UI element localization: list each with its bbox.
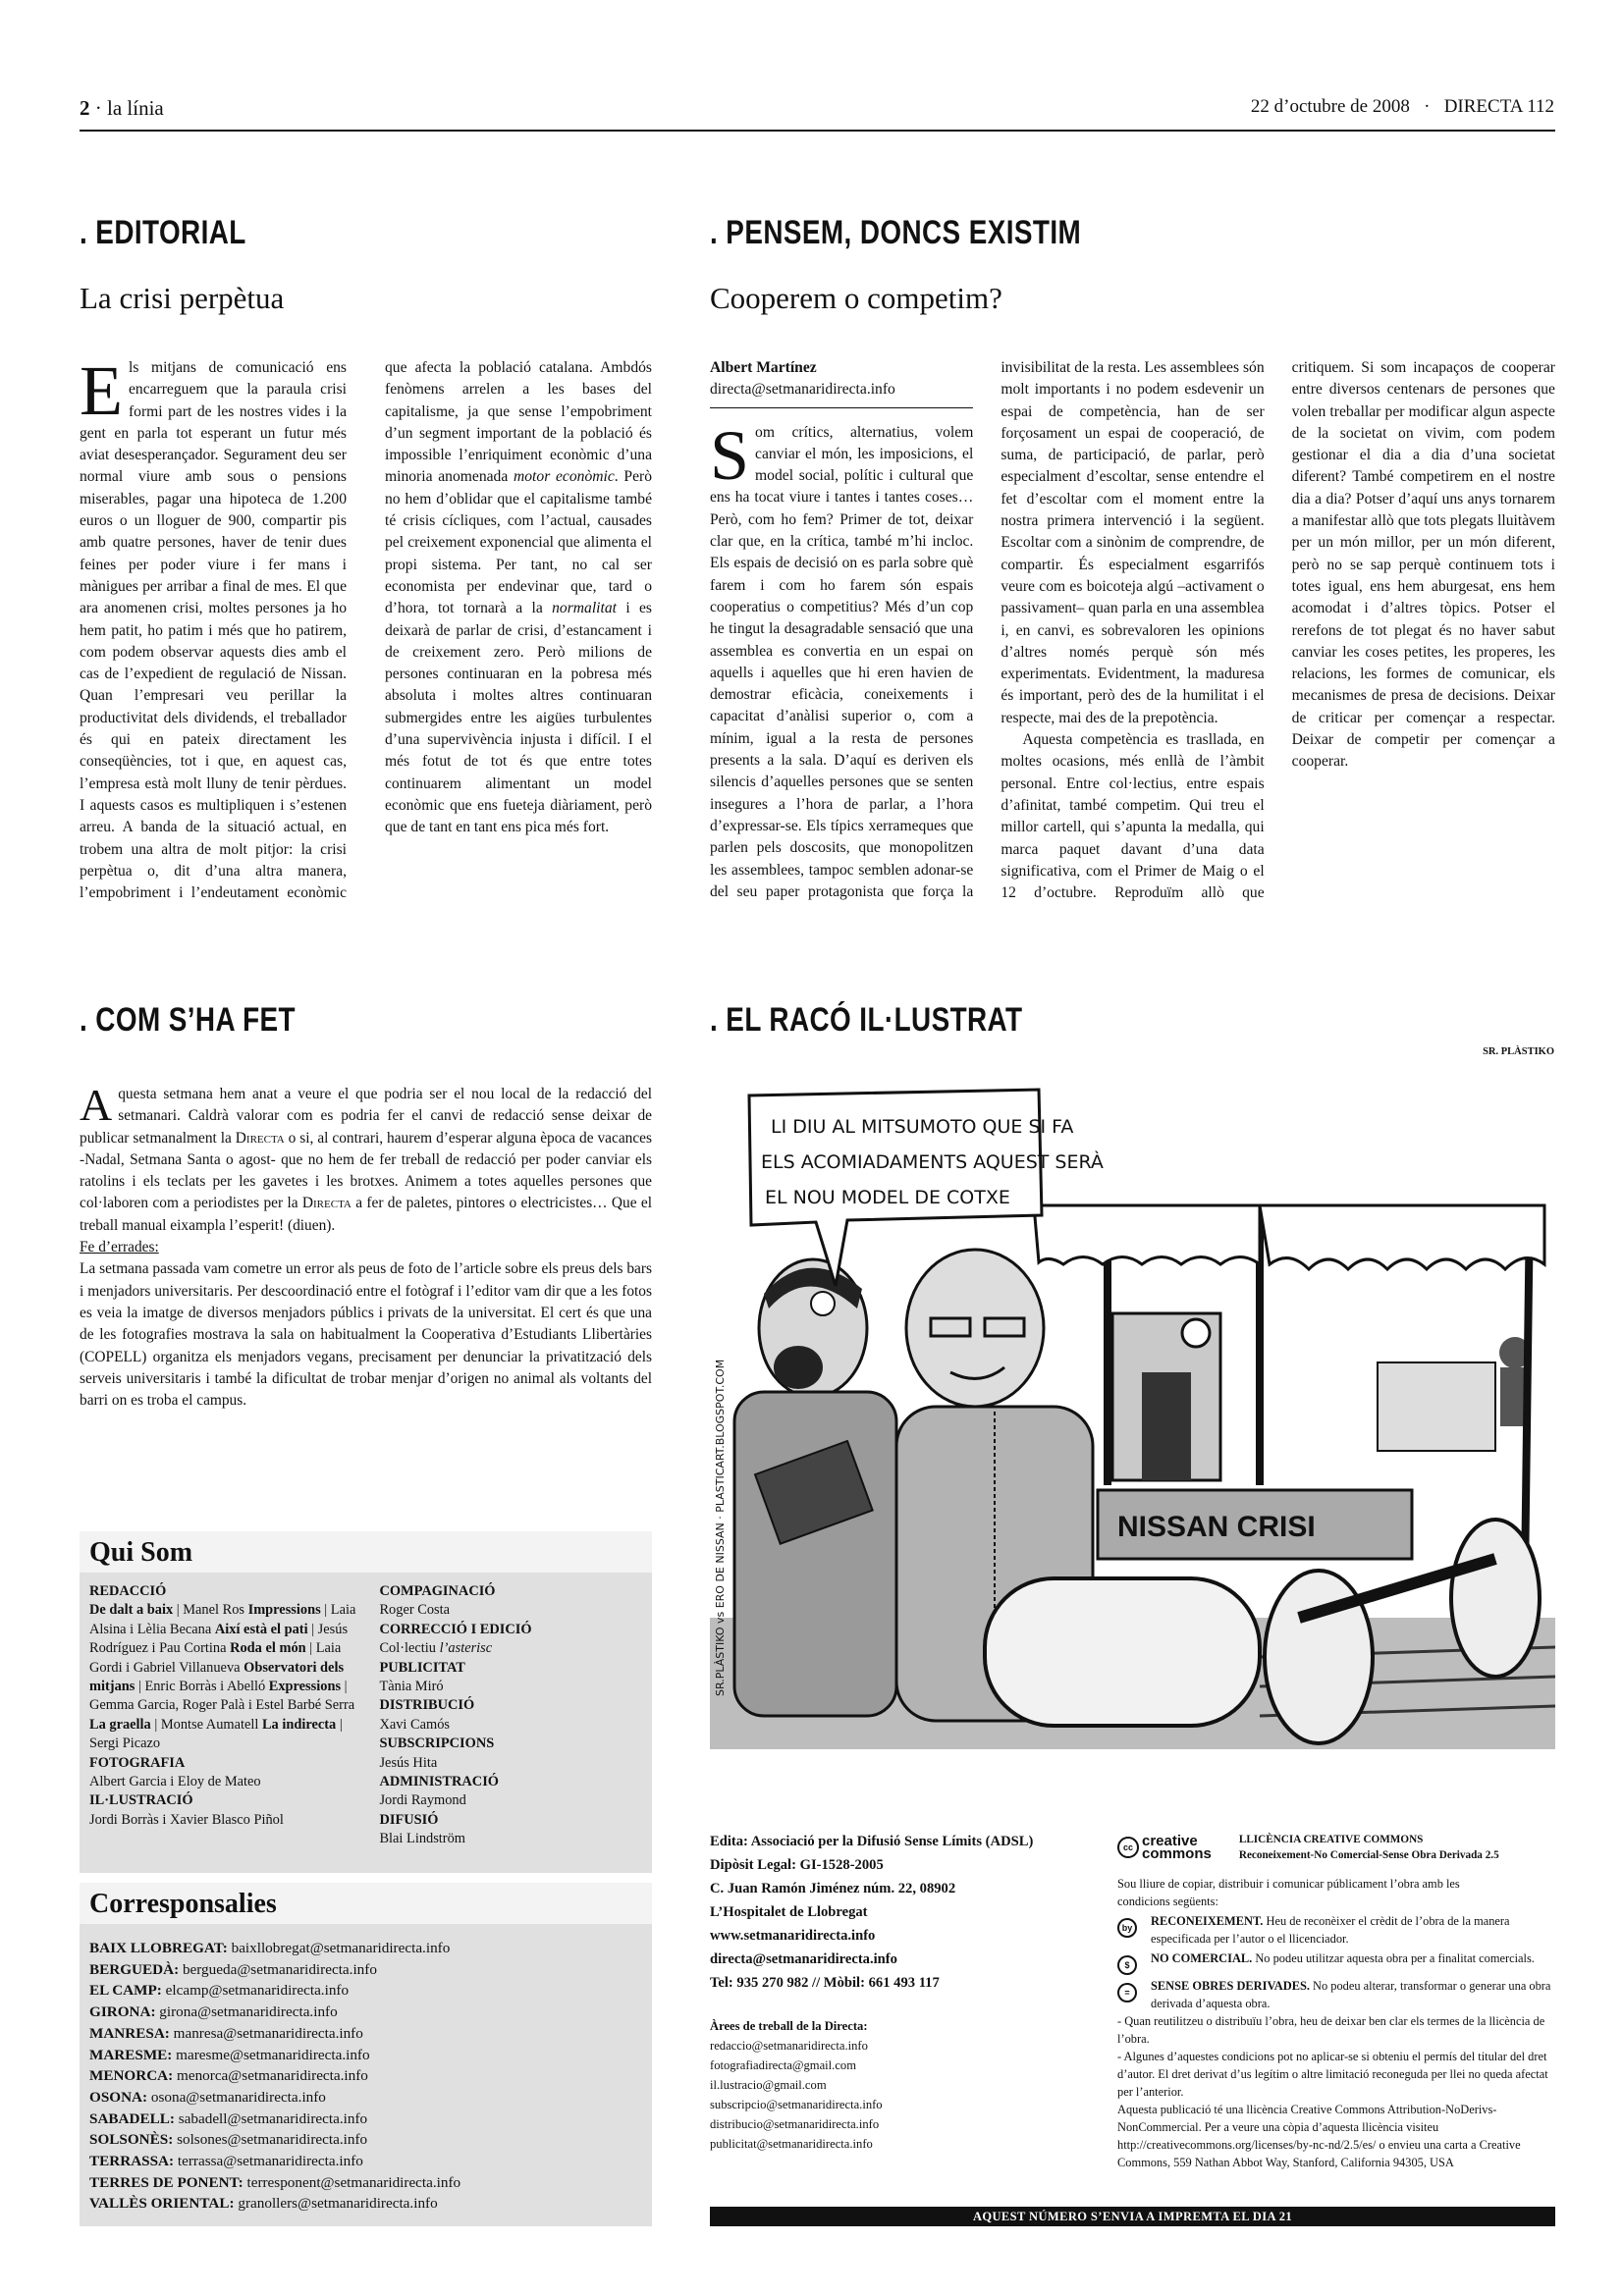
com-sha-fet-body — [80, 1080, 653, 1412]
text-segment: Directa — [235, 1129, 285, 1147]
credit-name: Xavi Camós — [379, 1716, 450, 1733]
text-segment: a fer de paletes, pintores o electricistes… Que el treball manual eixampla l’esperit! (diuen). — [80, 1195, 653, 1234]
work-areas — [710, 2016, 1063, 2154]
cc-icon: cc — [1117, 1837, 1139, 1858]
text-segment: ls mitjans de comunicació ens encarreguem que la paraula crisi formi part de les nostres vides i la gent en parla tot esperant un futur més aviat desesperançador. Segurament deu ser normal viure amb sous o pensions miserables, pagar una hipoteca de 1.200 euros o un lloguer de 900, compartir pis amb quatre persones, haver de tenir dues feines per poder viure i fer mans i mànigues per arribar a final de mes. El que ara anomenen crisi, moltes persones ja ho hem patit, ho patim i més que ho patirem, com podem observar aquests dies amb el cas de l’expedient de regulació de Nissan. Quan l’empresari veu perillar la productivitat dels dividends, el treballador és qui en pateix directament les conseqüències, tot i que, en aquest cas, l’empresa està molt lluny de tenir pèrdues. I aquests casos es multipliquen i s’estenen arreu. A banda de la situació actual, en trobem una altra de molt pitjor: la crisi perpètua o, dit d’una altra manera, l’empobriment i l’endeutament econòmic que afecta la població catalana. Ambdós fenòmens arrelen a les bases del capitalisme, ja que sense l’empobriment d’un segment important de la població és impossible l’enriquiment econòmic d’una minoria anomenada — [80, 359, 652, 902]
publisher-line: Edita: Associació per la Difusió Sense Límits (ADSL) — [710, 1834, 1034, 1849]
section-name: Roda el món — [230, 1640, 306, 1657]
drop-cap: E — [80, 351, 123, 430]
credit-label: COMPAGINACIÓ — [379, 1583, 496, 1599]
area-email[interactable]: solsones@setmanaridirecta.info — [177, 2131, 368, 2149]
page-header-left — [80, 96, 164, 121]
work-area-email[interactable]: il.lustracio@gmail.com — [710, 2078, 827, 2092]
section-name: Impressions — [247, 1602, 321, 1619]
work-area-email[interactable]: fotografiadirecta@gmail.com — [710, 2058, 857, 2072]
corresponsal-item — [89, 2045, 642, 2066]
errata-title: Fe d’errades: — [80, 1239, 159, 1256]
credit-value — [379, 1601, 642, 1620]
condition-body — [1151, 1949, 1553, 1975]
work-area-email[interactable]: redaccio@setmanaridirecta.info — [710, 2039, 868, 2053]
publisher-line: Dipòsit Legal: GI-1528-2005 — [710, 1857, 884, 1873]
license-title: LLICÈNCIA CREATIVE COMMONS — [1238, 1834, 1424, 1845]
area-name: SABADELL: — [89, 2109, 175, 2127]
issue-date: 22 d’octubre de 2008 — [1250, 96, 1410, 117]
credit-name: Jordi Raymond — [379, 1792, 466, 1809]
drop-cap: S — [710, 415, 750, 495]
cartoon-illustration — [710, 1068, 1555, 1749]
qui-som-left-list — [89, 1754, 361, 1831]
credit-label: FOTOGRAFIA — [89, 1754, 186, 1771]
attribution-icon: by — [1117, 1918, 1137, 1938]
publisher-line[interactable]: directa@setmanaridirecta.info — [710, 1951, 897, 1967]
author-name: Albert Martínez — [710, 359, 817, 376]
cartoon-sign: NISSAN CRISI — [1117, 1511, 1316, 1543]
area-email[interactable]: sabadell@setmanaridirecta.info — [178, 2109, 368, 2127]
license-note: Aquesta publicació té una llicència Creative Commons Attribution-NoDerivs- NonCommercial. Per a veure una còpia d’aquesta llicència visiteu http://creativecommons.org/licenses/by-nc-nd/2.5/es/ o envieu una carta a Creative Commons, 559 Nathan Abbot Way, Stanford, California 94305, USA — [1117, 2103, 1521, 2169]
area-email[interactable]: terresponent@setmanaridirecta.info — [246, 2173, 461, 2191]
section-name: De dalt a baix — [89, 1602, 174, 1619]
condition-body — [1151, 1977, 1553, 2012]
condition-title: SENSE OBRES DERIVADES. — [1151, 1979, 1310, 1993]
credit-name: Albert Garcia i Eloy de Mateo — [89, 1774, 261, 1790]
corresponsal-item — [89, 2002, 642, 2023]
credit-name: Jordi Borràs i Xavier Blasco Piñol — [89, 1811, 284, 1828]
text-segment: . Però no hem d’oblidar que el capitalisme també té crisis cícliques, com l’actual, causades pel creixement exponencial que alimenta el propi sistema. Per tant, no cal ser economista per endevinar que, tard o d’hora, tot tornarà a la — [385, 468, 652, 617]
text-segment: om crítics, alternatius, volem canviar el món, les imposicions, el model social, polític i cultural que ens ha tocat viure i tantes i tantes coses… Però, com ho fem? Primer de tot, deixar clar que, en la crítica, també m’hi incloc. Els espais de decisió on es parla sobre què farem i com ho farem són espais cooperatius o competitius? Més d’un cop he tingut la desagradable sensació que una assemblea es convertia en un espai on aquells i aquelles que hi eren havien de demostrar eficàcia, coneixements i capacitat d’anàlisi superior o, com a mínim, igual a la resta de persones presents a la sala. D’aquí es deriven els silencis d’aquelles persones que se senten insegures a l’hora de parlar, a l’hora d’expressar-se. Els típics xerrameques que parlen pels doscosits, que monopolitzen les assemblees, tampoc semblen adonar-se del seu paper protagonista que força la invisibilitat de la resta. Les assemblees són molt importants i no podem esdevenir un espai de competència, han de ser forçosament un espai de cooperació, de suma, de participació, de parlar, però especialment d’escoltar, sense entendre el fet d’escoltar com el moment entre la nostra primera intervenció i la següent. Escoltar com a sinònim de comprendre, de compartir. És especialment esgarrifós veure com es boicoteja algú –activament o passivament– quan parla en una assemblea i, en canvi, es sobrevaloren les opinions d’altres només perquè són més experimentats. Evidentment, la maduresa és important, però des de la humilitat i el respecte, mai des de la prepotència. — [710, 359, 1265, 900]
pensem-title: Cooperem o competim? — [710, 281, 1002, 315]
area-name: MARESME: — [89, 2046, 173, 2063]
corresponsalies-list — [80, 1924, 652, 2228]
credit-label: SUBSCRIPCIONS — [379, 1735, 495, 1752]
license-condition — [1117, 1912, 1559, 1948]
area-name: OSONA: — [89, 2088, 148, 2106]
emphasis-text: normalitat — [552, 600, 617, 617]
credit-value — [379, 1791, 642, 1810]
work-areas-list — [710, 2036, 1063, 2154]
credit-value — [89, 1773, 361, 1791]
page-header-right — [1251, 96, 1554, 118]
header-rule — [80, 130, 1555, 132]
condition-body — [1151, 1912, 1553, 1948]
work-areas-title: Àrees de treball de la Directa: — [710, 2019, 868, 2033]
condition-text: No podeu alterar, transformar o generar una obra derivada d’aquesta obra. — [1151, 1979, 1551, 2010]
section-name: Així està el pati — [214, 1621, 308, 1637]
qui-som-title: Qui Som — [80, 1531, 652, 1573]
cartoon-credit: SR. PLÀSTIKO — [1483, 1046, 1554, 1057]
credit-name: Col·lectiu — [379, 1640, 440, 1657]
paragraph — [80, 1080, 653, 1237]
drop-cap: A — [80, 1080, 113, 1130]
credit-value — [379, 1830, 642, 1848]
text-segment: i es deixarà de parlar de crisi, d’estancament i de creixement zero. Però milions de persones continuaran en la pobresa més absoluta i moltes altres continuaran submergides entre les aigües turbulentes d’una supervivència injusta i difícil. I el més fotut de tot és que entre totes continuarem alimentant un model econòmic que ens fueteja diàriament, però que de tant en tant ens pica més fort. — [385, 600, 652, 836]
noderivs-icon: = — [1117, 1983, 1137, 2002]
corresponsal-item — [89, 1938, 642, 1959]
credit-label: IL·LUSTRACIÓ — [89, 1792, 193, 1809]
text-segment: questa setmana hem anat a veure el que podria ser el nou local de la redacció del setmanari. Caldrà valorar com es podria fer el canvi de redacció sense deixar de publicar setmanalment la — [80, 1086, 652, 1147]
credit-label: REDACCIÓ — [89, 1583, 167, 1599]
credit-value — [379, 1639, 642, 1658]
corresponsal-item — [89, 1959, 642, 1981]
credit-name: Tània Miró — [379, 1679, 444, 1695]
credit-name: Roger Costa — [379, 1602, 450, 1619]
publisher-lines — [710, 1830, 1063, 1995]
text-segment: | Enric Borràs i Abelló — [135, 1679, 269, 1695]
text-segment: | Gemma Garcia, Roger Palà i Estel Barbé Serra — [89, 1679, 355, 1714]
section-name: Expressions — [268, 1679, 342, 1695]
text-segment: | Manel Ros — [173, 1602, 248, 1619]
area-name: MANRESA: — [89, 2024, 170, 2042]
text-segment: | Laia Alsina i Lèlia Becana — [89, 1602, 356, 1637]
section-name: La indirecta — [261, 1716, 337, 1733]
credit-value — [379, 1716, 642, 1735]
license-notes — [1117, 2012, 1559, 2171]
section-heading-pensem: . PENSEM, DONCS EXISTIM — [710, 214, 1082, 251]
qui-som-left — [89, 1582, 361, 1849]
license-note: - Algunes d’aquestes condicions pot no aplicar-se si obteniu el permís del titular del dret d’autor. El dret derivat d’us legítim o altre limitació reconeguda per llei no queda afectat per l’anterior. — [1117, 2050, 1548, 2099]
text-segment: | Jesús Rodríguez i Pau Cortina — [89, 1621, 349, 1657]
credit-label: CORRECCIÓ I EDICIÓ — [379, 1621, 532, 1637]
area-email[interactable]: osona@setmanaridirecta.info — [150, 2088, 326, 2106]
license-conditions — [1117, 1912, 1559, 2012]
paragraph — [80, 351, 652, 922]
credit-value — [379, 1754, 642, 1773]
area-name: GIRONA: — [89, 2003, 156, 2021]
publisher-line[interactable]: www.setmanaridirecta.info — [710, 1928, 876, 1944]
license-condition — [1117, 1977, 1559, 2012]
area-name: BERGUEDÀ: — [89, 1960, 180, 1978]
qui-som-credits — [80, 1573, 652, 1849]
pensem-paragraphs — [710, 357, 1555, 922]
section-name: la línia — [107, 96, 164, 120]
pensem-body — [710, 357, 1555, 922]
editorial-title: La crisi perpètua — [80, 281, 285, 315]
text-segment: Aquesta competència es trasllada, en moltes ocasions, més enllà de l’àmbit personal. Entre col·lectius, entre espais d’afinitat, també competim. Qui treu el millor cartell, qui s’apunta la medalla, qui marca paquet davant d’una data significativa, com el Primer de Maig o el 12 d’octubre. Reproduïm allò que critiquem. Si som incapaços de cooperar entre diversos centenars de persones que volen treballar per modificar algun aspecte de la societat on vivim, com podem gestionar el dia a dia d’una societat diferent? També competirem en el nostre dia a dia? Potser d’aquí uns anys tornarem a manifestar allò que tots plegats lluitàvem per un món millor, per un món diferent, però no se sap perquè continuem tots i totes igual, ens hem aburgesat, ens hem acomodat i d’altres tòpics. Potser el rerefons de tot plegat és no haver sabut canviar les coses petites, les properes, les relacions, les formes de comunicar, els mecanismes de presa de decisions. Deixar de criticar per començar a respectar. Deixar de competir per començar a cooperar. — [1001, 359, 1555, 902]
section-heading-com-sha-fet: . COM S’HA FET — [80, 1001, 297, 1039]
text-segment: | Sergi Picazo — [89, 1716, 343, 1752]
logo-text: creative — [1142, 1833, 1198, 1849]
condition-title: RECONEIXEMENT. — [1151, 1914, 1264, 1928]
area-name: VALLÈS ORIENTAL: — [89, 2195, 235, 2213]
area-email[interactable]: girona@setmanaridirecta.info — [159, 2003, 338, 2021]
credit-label: DIFUSIÓ — [379, 1811, 439, 1828]
corresponsal-item — [89, 2087, 642, 2109]
work-area-email[interactable]: subscripcio@setmanaridirecta.info — [710, 2098, 883, 2111]
qui-som-box — [80, 1531, 652, 1873]
corresponsal-item — [89, 1980, 642, 2002]
condition-title: NO COMERCIAL. — [1151, 1951, 1253, 1965]
license-intro: Sou lliure de copiar, distribuir i comunicar públicament l’obra amb les condicions següents: — [1117, 1877, 1460, 1908]
errata-text: La setmana passada vam cometre un error als peus de foto de l’article sobre els preus dels bars i menjadors universitaris. Per descoordinació entre el fotògraf i l’editor vam dir que a les fotos es veia la imatge de diversos menjadors públics i privats de la universitat. El cert és que una de les fotografies mostrava la sala on habitualment la Cooperativa d’Estudiants Llibertàries (COPELL) organitza els menjadors vegans, precisament per denunciar la privatització dels serveis universitaris i també la dificultat de trobar menjar d’origen no animal als voltants del barri on es troba el campus. — [80, 1260, 652, 1410]
credit-redaccio — [89, 1601, 361, 1753]
work-area-email[interactable]: distribucio@setmanaridirecta.info — [710, 2117, 880, 2131]
area-email[interactable]: manresa@setmanaridirecta.info — [173, 2024, 363, 2042]
section-heading-raco-illustrat: . EL RACÓ IL·LUSTRAT — [710, 1001, 1023, 1039]
text-segment: | Laia Gordi i Gabriel Villanueva — [89, 1640, 342, 1676]
credit-label: DISTRIBUCIÓ — [379, 1697, 475, 1714]
area-email[interactable]: elcamp@setmanaridirecta.info — [165, 1982, 350, 2000]
license-subtitle: Reconeixement-No Comercial-Sense Obra Derivada 2.5 — [1238, 1849, 1499, 1861]
credit-name-em: l’asterisc — [439, 1640, 493, 1657]
license-block — [1117, 1832, 1559, 2171]
credit-value — [89, 1811, 361, 1830]
bubble-line: EL NOU MODEL DE COTXE — [765, 1187, 1010, 1208]
section-name: La graella — [89, 1716, 151, 1733]
corresponsalies-box — [80, 1883, 652, 2226]
separator: · — [1424, 96, 1431, 117]
noncommercial-icon: $ — [1117, 1955, 1137, 1975]
logo-text: commons — [1142, 1845, 1212, 1862]
cartoonist-signature: SR.PLÀSTIKO vs ERO DE NISSAN · PLASTICART.BLOGSPOT.COM — [714, 1359, 727, 1696]
section-heading-editorial: . EDITORIAL — [80, 214, 246, 251]
credit-value — [379, 1678, 642, 1696]
corresponsal-item — [89, 2023, 642, 2045]
area-name: SOLSONÈS: — [89, 2131, 174, 2149]
corresponsal-item — [89, 2129, 642, 2151]
page-number: 2 — [80, 96, 90, 120]
text-segment: Directa — [301, 1195, 352, 1212]
area-name: TERRASSA: — [89, 2153, 175, 2170]
area-email[interactable]: menorca@setmanaridirecta.info — [177, 2067, 368, 2085]
section-name: Observatori dels mitjans — [89, 1659, 345, 1695]
corresponsal-item — [89, 2151, 642, 2172]
issue-number: DIRECTA 112 — [1443, 96, 1554, 117]
area-email[interactable]: bergueda@setmanaridirecta.info — [182, 1960, 377, 1978]
print-notice-bar: AQUEST NÚMERO S’ENVIA A IMPREMTA EL DIA 21 — [710, 2207, 1555, 2226]
publisher-line: L’Hospitalet de Llobregat — [710, 1904, 868, 1920]
separator: · — [89, 96, 107, 120]
creative-commons-logo — [1117, 1835, 1212, 1860]
credit-name: Blai Lindström — [379, 1831, 465, 1847]
emphasis-text: motor econòmic — [514, 468, 615, 486]
publisher-line: C. Juan Ramón Jiménez núm. 22, 08902 — [710, 1881, 956, 1896]
corresponsalies-title: Corresponsalies — [80, 1883, 652, 1924]
corresponsal-item — [89, 2109, 642, 2130]
corresponsal-item — [89, 2193, 642, 2215]
area-email[interactable]: terrassa@setmanaridirecta.info — [177, 2153, 363, 2170]
editorial-paragraphs — [80, 351, 652, 922]
license-condition — [1117, 1949, 1559, 1975]
credit-label: ADMINISTRACIÓ — [379, 1774, 499, 1790]
corresponsal-item — [89, 2065, 642, 2087]
byline — [710, 357, 973, 408]
license-note: - Quan reutilitzeu o distribuïu l’obra, heu de deixar ben clar els termes de la llicència de l’obra. — [1117, 2014, 1545, 2046]
publisher-line: Tel: 935 270 982 // Mòbil: 661 493 117 — [710, 1975, 940, 1991]
qui-som-right — [379, 1582, 642, 1849]
credit-label: PUBLICITAT — [379, 1659, 465, 1676]
editorial-body — [80, 351, 652, 922]
area-name: MENORCA: — [89, 2067, 174, 2085]
text-segment: | Montse Aumatell — [150, 1716, 262, 1733]
publisher-info — [710, 1830, 1063, 2154]
text-segment: o si, al contrari, haurem d’esperar alguna època de vacances -Nadal, Setmana Santa o agost- que no hem de fer treball de redacció per poder canviar els ratolins i els teclats per les gavetes i les brotxes. Animem a totes aquelles persones que col·laboren com a periodistes per la — [80, 1129, 652, 1212]
bubble-line: ELS ACOMIADAMENTS AQUEST SERÀ — [761, 1151, 1104, 1173]
area-email[interactable]: granollers@setmanaridirecta.info — [238, 2195, 438, 2213]
corresponsal-item — [89, 2172, 642, 2194]
area-email[interactable]: baixllobregat@setmanaridirecta.info — [231, 1940, 451, 1956]
license-header — [1117, 1832, 1559, 1863]
area-name: EL CAMP: — [89, 1982, 162, 2000]
author-email[interactable]: directa@setmanaridirecta.info — [710, 381, 895, 399]
work-area-email[interactable]: publicitat@setmanaridirecta.info — [710, 2137, 873, 2151]
condition-text: No podeu utilitzar aquesta obra per a finalitat comercials. — [1252, 1951, 1535, 1965]
area-email[interactable]: maresme@setmanaridirecta.info — [176, 2046, 370, 2063]
credit-name: Jesús Hita — [379, 1754, 438, 1771]
condition-text: Heu de reconèixer el crèdit de l’obra de la manera especificada per l’autor o el llicenciador. — [1151, 1914, 1510, 1946]
bubble-line: LI DIU AL MITSUMOTO QUE SI FA — [771, 1116, 1074, 1138]
area-name: BAIX LLOBREGAT: — [89, 1940, 228, 1956]
area-name: TERRES DE PONENT: — [89, 2173, 243, 2191]
